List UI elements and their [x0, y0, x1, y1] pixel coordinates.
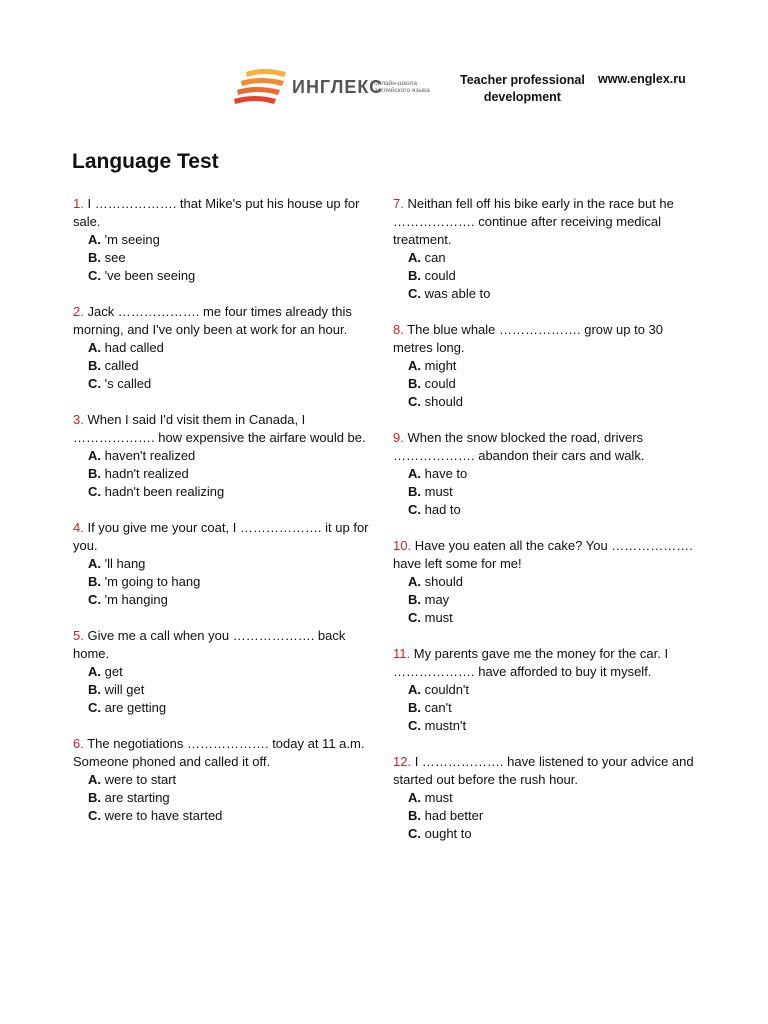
question-prompt: Give me a call when you ………………. back home.: [73, 628, 346, 661]
answer-options: [393, 465, 701, 519]
answer-options: [393, 573, 701, 627]
option-letter: C.: [88, 808, 101, 823]
question-prompt: If you give me your coat, I ………………. it up for you.: [73, 520, 369, 553]
option-text: 've been seeing: [104, 268, 196, 283]
option-text: couldn't: [424, 682, 470, 697]
option-letter: A.: [88, 556, 101, 571]
question-2: [73, 303, 381, 393]
option-letter: A.: [88, 340, 101, 355]
question-9: [393, 429, 701, 519]
answer-options: [393, 249, 701, 303]
option-text: see: [104, 250, 126, 265]
answer-options: [393, 357, 701, 411]
option-text: are starting: [104, 790, 170, 805]
question-text: [393, 321, 701, 357]
option-letter: C.: [408, 394, 421, 409]
option-letter: B.: [88, 250, 101, 265]
question-text: [393, 195, 701, 249]
answer-options: [73, 231, 381, 285]
option-letter: A.: [88, 772, 101, 787]
question-number: 5.: [73, 628, 84, 643]
answer-option: [88, 573, 381, 591]
question-4: [73, 519, 381, 609]
question-6: [73, 735, 381, 825]
option-letter: B.: [88, 682, 101, 697]
question-number: 1.: [73, 196, 84, 211]
answer-option: [408, 807, 701, 825]
option-text: must: [424, 484, 453, 499]
question-number: 6.: [73, 736, 84, 751]
question-text: [73, 411, 381, 447]
answer-option: [88, 555, 381, 573]
option-letter: A.: [88, 664, 101, 679]
option-letter: C.: [88, 700, 101, 715]
option-text: had called: [104, 340, 164, 355]
answer-option: [408, 393, 701, 411]
option-letter: C.: [88, 484, 101, 499]
option-text: can: [424, 250, 446, 265]
option-letter: A.: [408, 358, 421, 373]
answer-option: [88, 465, 381, 483]
answer-option: [408, 591, 701, 609]
option-text: 'm seeing: [104, 232, 160, 247]
question-number: 4.: [73, 520, 84, 535]
option-text: must: [424, 790, 453, 805]
option-letter: A.: [408, 250, 421, 265]
option-text: mustn't: [424, 718, 467, 733]
teacher-development-label: [460, 72, 585, 106]
option-letter: B.: [88, 790, 101, 805]
option-letter: C.: [408, 826, 421, 841]
question-number: 3.: [73, 412, 84, 427]
question-number: 2.: [73, 304, 84, 319]
question-number: 10.: [393, 538, 412, 553]
question-prompt: Neithan fell off his bike early in the race but he ………………. continue after receiving medical treatment.: [393, 196, 674, 247]
option-letter: A.: [408, 574, 421, 589]
brand-subtitle: онлайн-школа английского языка: [374, 80, 430, 94]
teacher-line-1: Teacher professional: [460, 73, 585, 87]
option-text: 'll hang: [104, 556, 146, 571]
option-text: 'm hanging: [104, 592, 168, 607]
question-prompt: I ………………. have listened to your advice and started out before the rush hour.: [393, 754, 694, 787]
answer-option: [88, 771, 381, 789]
question-prompt: My parents gave me the money for the car. I ………………. have afforded to buy it myself.: [393, 646, 669, 679]
question-prompt: I ………………. that Mike's put his house up for sale.: [73, 196, 360, 229]
answer-option: [88, 699, 381, 717]
questions-column-right: [393, 195, 701, 861]
question-text: [73, 303, 381, 339]
answer-option: [408, 249, 701, 267]
question-text: [73, 519, 381, 555]
answer-option: [408, 825, 701, 843]
question-prompt: The negotiations ………………. today at 11 a.m. Someone phoned and called it off.: [73, 736, 365, 769]
option-text: may: [424, 592, 450, 607]
option-letter: A.: [408, 466, 421, 481]
question-7: [393, 195, 701, 303]
option-letter: C.: [88, 268, 101, 283]
option-letter: B.: [408, 484, 421, 499]
option-letter: C.: [408, 502, 421, 517]
option-letter: C.: [88, 376, 101, 391]
option-text: had better: [424, 808, 484, 823]
answer-option: [408, 681, 701, 699]
question-text: [73, 627, 381, 663]
option-text: 'm going to hang: [104, 574, 201, 589]
option-letter: B.: [408, 808, 421, 823]
question-3: [73, 411, 381, 501]
option-letter: B.: [408, 700, 421, 715]
option-text: 's called: [104, 376, 152, 391]
option-text: should: [424, 574, 463, 589]
option-letter: A.: [88, 232, 101, 247]
option-letter: B.: [88, 574, 101, 589]
question-1: [73, 195, 381, 285]
answer-option: [88, 663, 381, 681]
option-text: must: [424, 610, 453, 625]
question-number: 9.: [393, 430, 404, 445]
option-text: had to: [424, 502, 461, 517]
answer-option: [88, 375, 381, 393]
answer-option: [408, 609, 701, 627]
question-prompt: When I said I'd visit them in Canada, I ………………. how expensive the airfare would be.: [73, 412, 366, 445]
question-text: [393, 645, 701, 681]
option-text: were to have started: [104, 808, 223, 823]
answer-option: [408, 375, 701, 393]
answer-option: [88, 483, 381, 501]
option-text: hadn't realized: [104, 466, 189, 481]
question-text: [73, 195, 381, 231]
answer-options: [393, 789, 701, 843]
option-text: haven't realized: [104, 448, 196, 463]
option-text: hadn't been realizing: [104, 484, 225, 499]
option-text: were to start: [104, 772, 177, 787]
option-text: can't: [424, 700, 452, 715]
option-letter: B.: [88, 466, 101, 481]
question-prompt: When the snow blocked the road, drivers ………………. abandon their cars and walk.: [393, 430, 645, 463]
option-text: should: [424, 394, 463, 409]
answer-option: [408, 267, 701, 285]
option-letter: B.: [408, 592, 421, 607]
question-number: 8.: [393, 322, 404, 337]
option-letter: A.: [408, 682, 421, 697]
page-header: [232, 66, 702, 114]
answer-option: [408, 699, 701, 717]
answer-option: [408, 573, 701, 591]
option-letter: B.: [408, 268, 421, 283]
question-text: [393, 537, 701, 573]
answer-options: [393, 681, 701, 735]
question-number: 7.: [393, 196, 404, 211]
option-letter: C.: [88, 592, 101, 607]
option-letter: C.: [408, 610, 421, 625]
question-prompt: The blue whale ………………. grow up to 30 metres long.: [393, 322, 664, 355]
answer-option: [408, 483, 701, 501]
page-title: Language Test: [72, 150, 219, 173]
option-text: will get: [104, 682, 145, 697]
englex-logo-icon: [232, 66, 288, 110]
answer-option: [408, 285, 701, 303]
question-11: [393, 645, 701, 735]
answer-option: [88, 807, 381, 825]
answer-option: [88, 339, 381, 357]
answer-option: [88, 357, 381, 375]
answer-option: [88, 447, 381, 465]
option-letter: B.: [88, 358, 101, 373]
question-text: [393, 429, 701, 465]
option-text: ought to: [424, 826, 472, 841]
answer-options: [73, 771, 381, 825]
option-text: was able to: [424, 286, 491, 301]
answer-option: [88, 231, 381, 249]
question-8: [393, 321, 701, 411]
question-number: 12.: [393, 754, 412, 769]
answer-option: [88, 267, 381, 285]
question-number: 11.: [393, 646, 411, 661]
questions-column-left: [73, 195, 381, 843]
option-text: could: [424, 268, 456, 283]
answer-option: [408, 501, 701, 519]
option-text: might: [424, 358, 457, 373]
answer-option: [88, 681, 381, 699]
answer-option: [88, 249, 381, 267]
question-prompt: Jack ………………. me four times already this morning, and I've only been at work for an hour.: [73, 304, 352, 337]
answer-options: [73, 447, 381, 501]
option-letter: C.: [408, 718, 421, 733]
question-12: [393, 753, 701, 843]
option-letter: B.: [408, 376, 421, 391]
answer-options: [73, 663, 381, 717]
answer-options: [73, 339, 381, 393]
option-letter: A.: [408, 790, 421, 805]
answer-option: [88, 591, 381, 609]
answer-options: [73, 555, 381, 609]
teacher-line-2: development: [483, 90, 561, 104]
question-10: [393, 537, 701, 627]
answer-option: [408, 357, 701, 375]
option-text: have to: [424, 466, 468, 481]
question-prompt: Have you eaten all the cake? You ………………. have left some for me!: [393, 538, 693, 571]
option-letter: A.: [88, 448, 101, 463]
website-link[interactable]: www.englex.ru: [598, 72, 686, 86]
answer-option: [408, 465, 701, 483]
option-letter: C.: [408, 286, 421, 301]
question-5: [73, 627, 381, 717]
option-text: could: [424, 376, 456, 391]
option-text: called: [104, 358, 139, 373]
answer-option: [88, 789, 381, 807]
option-text: get: [104, 664, 123, 679]
question-text: [393, 753, 701, 789]
answer-option: [408, 717, 701, 735]
option-text: are getting: [104, 700, 167, 715]
answer-option: [408, 789, 701, 807]
question-text: [73, 735, 381, 771]
brand-name: ИНГЛЕКС: [292, 77, 384, 97]
